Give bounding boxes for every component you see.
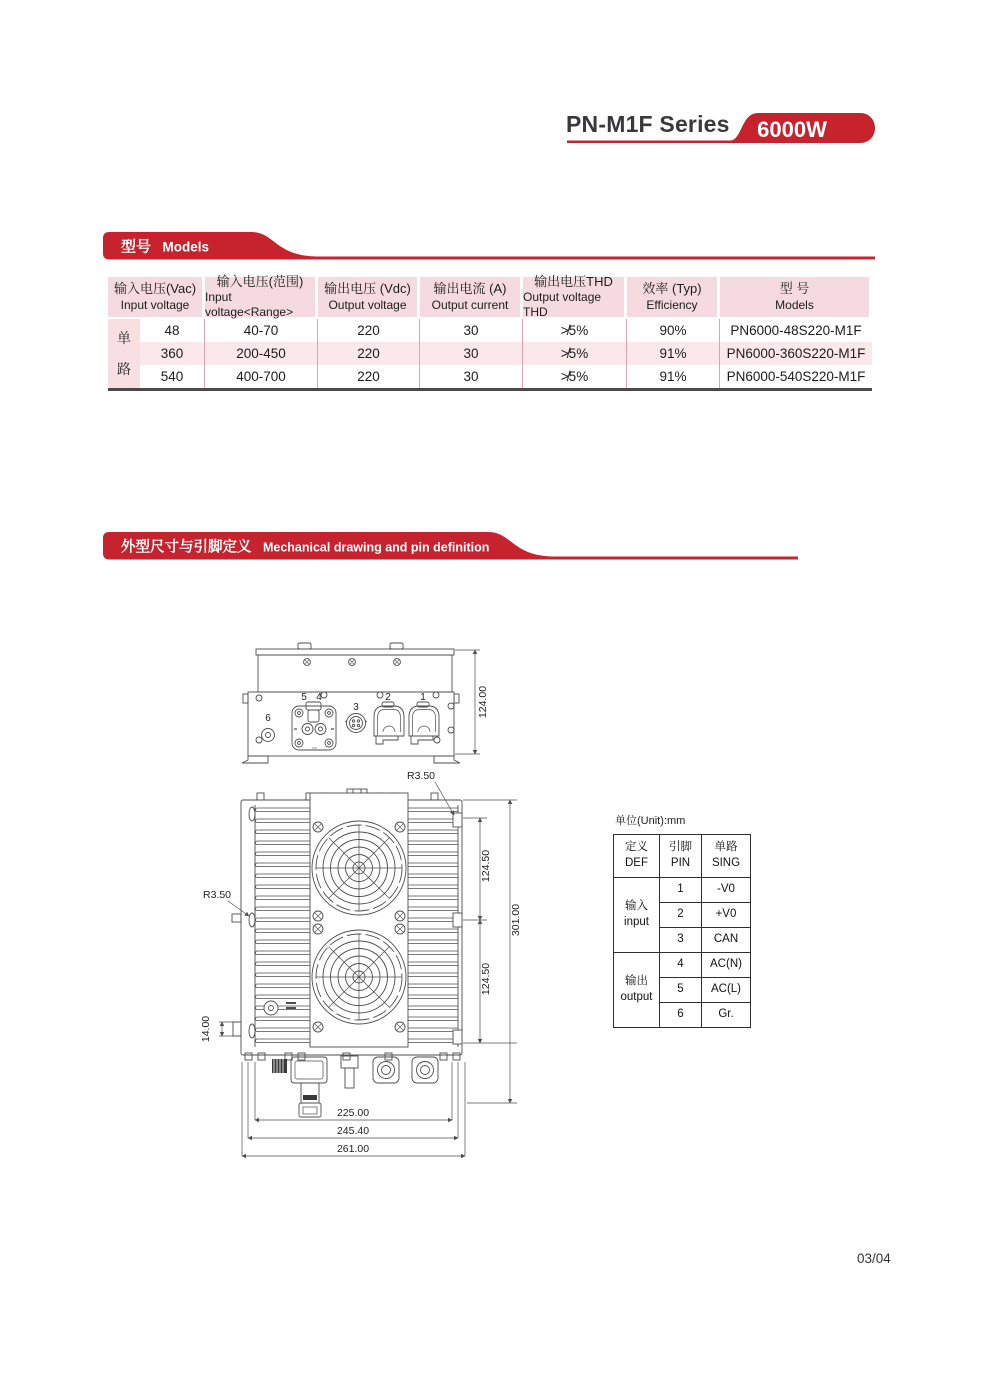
table-cell: 540 [140, 365, 205, 388]
col-header-thd: 输出电压THD Output voltage THD [523, 277, 627, 319]
pin-definition-table [613, 834, 751, 1028]
dimension-left-14 [200, 1016, 241, 1042]
pin-signal: CAN [702, 928, 751, 953]
top-view-drawing [195, 765, 530, 1170]
pin-label-3: 3 [353, 702, 359, 713]
table-cell: ≯5% [523, 319, 627, 342]
pin-signal: Gr. [702, 1003, 751, 1028]
table-cell-model: PN6000-540S220-M1F [726, 369, 866, 384]
pin-number: 4 [660, 953, 702, 978]
pin-signal: -V0 [702, 878, 751, 903]
col-header-output-current: 输出电流 (A) Output current [420, 277, 523, 319]
col-header-output-voltage: 输出电压 (Vdc) Output voltage [318, 277, 420, 319]
pin-number: 3 [660, 928, 702, 953]
connector-ground [262, 729, 275, 742]
pin-label-5: 5 [301, 692, 307, 703]
svg-text:225.00: 225.00 [336, 1107, 370, 1119]
table-cell: 360 [140, 342, 205, 365]
pin-definition-block [613, 812, 749, 1028]
col-header-input-range: 输入电压(范围) Input voltage<Range> [205, 277, 318, 319]
svg-text:124.00: 124.00 [477, 685, 489, 719]
table-cell: 91% [627, 365, 720, 388]
pin-col-def: 定义 DEF [614, 835, 660, 878]
table-cell: 220 [318, 342, 420, 365]
table-cell-model: PN6000-48S220-M1F [730, 323, 862, 338]
col-header-efficiency: 效率 (Typ) Efficiency [627, 277, 720, 319]
table-cell-model: PN6000-360S220-M1F [720, 342, 872, 365]
connector-ac-n [374, 702, 404, 744]
table-cell: 220 [318, 365, 420, 388]
models-table [108, 273, 872, 391]
table-cell: 48 [140, 319, 205, 342]
col-header-input-voltage: 输入电压(Vac) Input voltage [108, 277, 205, 319]
svg-text:R3.50: R3.50 [407, 770, 436, 782]
pin-label-4: 4 [316, 692, 322, 703]
pin-label-6: 6 [265, 713, 271, 724]
col-header-models: 型 号 Models [720, 277, 872, 319]
section-banner-mechanical [103, 532, 798, 561]
svg-text:型号 Models [121, 238, 209, 256]
radius-callout-left [203, 889, 249, 916]
front-view-drawing [230, 640, 510, 775]
table-cell: 90% [627, 319, 720, 342]
pin-number: 2 [660, 903, 702, 928]
section-title-zh: 型号 [121, 238, 152, 256]
table-cell: 40-70 [205, 319, 318, 342]
svg-text:301.00: 301.00 [510, 903, 522, 937]
svg-text:245.40: 245.40 [336, 1125, 370, 1137]
section-title-en: Mechanical drawing and pin definition [262, 540, 490, 555]
table-cell: 91% [627, 342, 720, 365]
power-badge-label: 6000W [757, 117, 827, 142]
pin-group-input: 输入 input [614, 878, 660, 953]
pin-col-pin: 引脚 PIN [660, 835, 702, 878]
dimension-bottom [242, 1062, 465, 1156]
section-title-en: Models [162, 239, 209, 255]
table-cell: 30 [420, 319, 523, 342]
connector-dc-block [292, 702, 336, 750]
svg-text:124.50: 124.50 [480, 962, 492, 996]
page-number: 03/04 [857, 1251, 891, 1266]
table-cell: 220 [318, 319, 420, 342]
svg-text:R3.50: R3.50 [203, 889, 232, 901]
unit-note: 单位(Unit):mm [615, 815, 686, 827]
pin-signal: AC(L) [702, 978, 751, 1003]
svg-text:14.00: 14.00 [200, 1015, 212, 1043]
pin-group-output: 输出 output [614, 953, 660, 1028]
pin-label-1: 1 [420, 692, 426, 703]
dimension-height [455, 650, 489, 754]
pin-signal: AC(N) [702, 953, 751, 978]
pin-number: 6 [660, 1003, 702, 1028]
dimension-right [463, 800, 522, 1103]
table-cell: 30 [420, 365, 523, 388]
row-group-label: 单 路 [108, 319, 140, 388]
page-title: PN-M1F Series [566, 111, 730, 137]
table-cell: ≯5% [523, 342, 627, 365]
table-cell: 200-450 [205, 342, 318, 365]
section-title-zh: 外型尺寸与引脚定义 [121, 539, 252, 556]
connector-can [345, 714, 367, 733]
svg-text:124.50: 124.50 [480, 849, 492, 883]
pin-label-2: 2 [385, 692, 391, 703]
table-cell: 30 [420, 342, 523, 365]
pin-signal: +V0 [702, 903, 751, 928]
table-cell: 400-700 [205, 365, 318, 388]
power-badge [560, 110, 880, 148]
pin-col-sing: 单路 SING [702, 835, 751, 878]
pin-number: 5 [660, 978, 702, 1003]
table-cell: ≯5% [523, 365, 627, 388]
section-banner-models [103, 232, 875, 261]
svg-text:261.00: 261.00 [336, 1143, 370, 1155]
svg-text:外型尺寸与引脚定义 Mechanical dra [121, 538, 489, 556]
pin-number: 1 [660, 878, 702, 903]
